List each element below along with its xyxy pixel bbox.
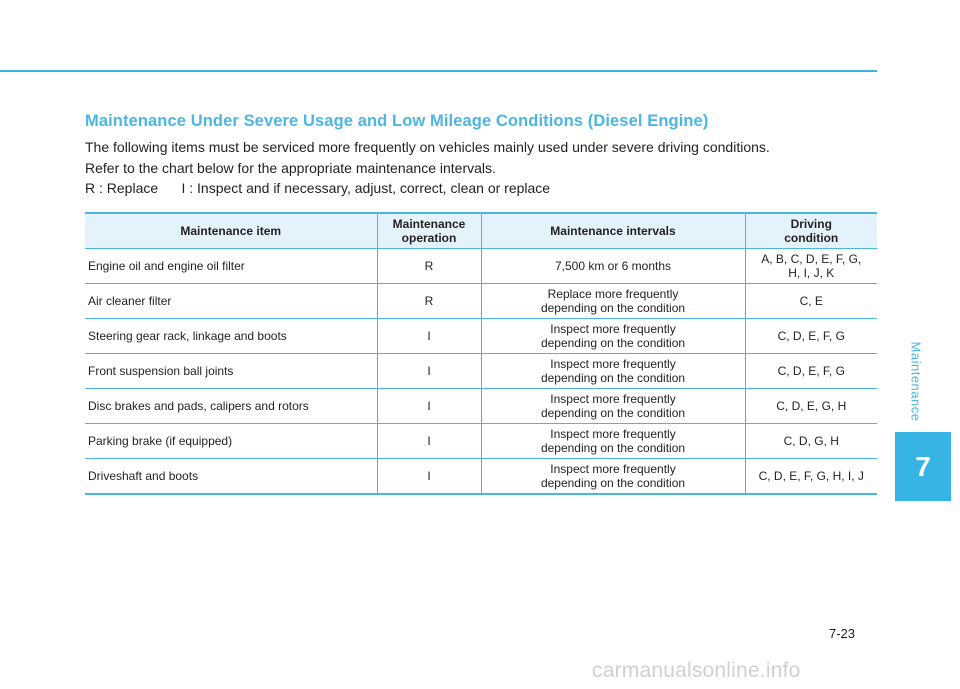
item-text: Engine oil and engine oil filter: [88, 258, 245, 273]
top-divider: [0, 70, 877, 72]
condition-line2: H, I, J, K: [788, 265, 835, 280]
operation-text: I: [427, 433, 431, 448]
operation-legend: R : Replace I : Inspect and if necessary, adjust, correct, clean or replace: [85, 180, 551, 196]
cell-operation: [377, 283, 481, 318]
operation-text: I: [427, 468, 431, 483]
interval-line1: Inspect more frequently: [550, 321, 676, 336]
chapter-tab: [895, 432, 951, 501]
interval-line1: 7,500 km or 6 months: [554, 258, 672, 273]
header-maintenance-intervals: [481, 213, 745, 249]
cell-operation: [377, 318, 481, 353]
table-row: [85, 388, 877, 423]
cell-maintenance-item: [85, 318, 377, 353]
interval-line1: Inspect more frequently: [550, 356, 676, 371]
condition-line1: C, D, E, F, G, H, I, J: [758, 468, 864, 483]
cell-maintenance-item: [85, 248, 377, 283]
table-body: [85, 248, 877, 494]
interval-line2: depending on the condition: [540, 335, 686, 350]
operation-text: I: [427, 363, 431, 378]
cell-driving-condition: [745, 388, 877, 423]
cell-operation: [377, 458, 481, 494]
item-text: Parking brake (if equipped): [88, 433, 233, 448]
chapter-number: 7: [915, 450, 931, 482]
condition-line1: C, E: [799, 293, 823, 308]
condition-line1: A, B, C, D, E, F, G,: [761, 251, 862, 266]
header-driving-condition: [745, 213, 877, 249]
operation-text: I: [427, 328, 431, 343]
header-condition-line2: condition: [784, 230, 839, 245]
cell-maintenance-item: [85, 458, 377, 494]
operation-text: I: [427, 398, 431, 413]
interval-line1: Inspect more frequently: [550, 461, 676, 476]
item-text: Steering gear rack, linkage and boots: [88, 328, 287, 343]
cell-interval: [481, 318, 745, 353]
header-maintenance-item: [85, 213, 377, 249]
table-row: [85, 248, 877, 283]
cell-interval: [481, 248, 745, 283]
cell-maintenance-item: [85, 388, 377, 423]
cell-driving-condition: [745, 248, 877, 283]
condition-line1: C, D, E, G, H: [776, 398, 847, 413]
cell-interval: [481, 458, 745, 494]
cell-interval: [481, 353, 745, 388]
section-title: Maintenance Under Severe Usage and Low Mileage Conditions (Diesel Engine): [85, 112, 709, 130]
condition-line1: C, D, G, H: [783, 433, 839, 448]
interval-line2: depending on the condition: [540, 440, 686, 455]
cell-maintenance-item: [85, 283, 377, 318]
cell-interval: [481, 388, 745, 423]
intro-line-1: The following items must be serviced more frequently on vehicles mainly used under severe driving conditions.: [85, 139, 770, 155]
cell-operation: [377, 353, 481, 388]
item-text: Front suspension ball joints: [88, 363, 234, 378]
cell-maintenance-item: [85, 423, 377, 458]
cell-driving-condition: [745, 458, 877, 494]
header-maintenance-operation: [377, 213, 481, 249]
table-header-row: [85, 213, 877, 249]
cell-maintenance-item: [85, 353, 377, 388]
maintenance-table: [85, 212, 877, 495]
condition-line1: C, D, E, F, G: [777, 328, 845, 343]
cell-driving-condition: [745, 318, 877, 353]
main-content: [85, 110, 877, 495]
table-row: [85, 283, 877, 318]
interval-line2: depending on the condition: [540, 405, 686, 420]
cell-driving-condition: [745, 423, 877, 458]
chapter-side-label-text: Maintenance: [908, 341, 924, 421]
interval-line1: Replace more frequently: [547, 286, 679, 301]
cell-interval: [481, 423, 745, 458]
item-text: Driveshaft and boots: [88, 468, 199, 483]
item-text: Disc brakes and pads, calipers and rotors: [88, 398, 309, 413]
page-number: 7-23: [829, 626, 856, 641]
header-item-label: Maintenance item: [180, 223, 282, 238]
item-text: Air cleaner filter: [88, 293, 172, 308]
cell-interval: [481, 283, 745, 318]
condition-line1: C, D, E, F, G: [777, 363, 845, 378]
header-condition-line1: Driving: [790, 216, 832, 231]
cell-operation: [377, 388, 481, 423]
cell-driving-condition: [745, 353, 877, 388]
header-operation-line1: Maintenance: [392, 216, 466, 231]
table-row: [85, 353, 877, 388]
operation-text: R: [424, 293, 434, 308]
watermark: carmanualsonline.info: [592, 659, 801, 682]
cell-driving-condition: [745, 283, 877, 318]
intro-line-2: Refer to the chart below for the appropriate maintenance intervals.: [85, 159, 496, 176]
interval-line2: depending on the condition: [540, 370, 686, 385]
table-row: [85, 423, 877, 458]
interval-line2: depending on the condition: [540, 300, 686, 315]
table-row: [85, 458, 877, 494]
intro-text: [85, 137, 877, 199]
operation-text: R: [424, 258, 434, 273]
interval-line1: Inspect more frequently: [550, 391, 676, 406]
table-row: [85, 318, 877, 353]
cell-operation: [377, 248, 481, 283]
header-operation-line2: operation: [401, 230, 457, 245]
header-intervals-label: Maintenance intervals: [550, 223, 676, 238]
chapter-side-label: [898, 326, 934, 436]
cell-operation: [377, 423, 481, 458]
interval-line1: Inspect more frequently: [550, 426, 676, 441]
interval-line2: depending on the condition: [540, 475, 686, 490]
